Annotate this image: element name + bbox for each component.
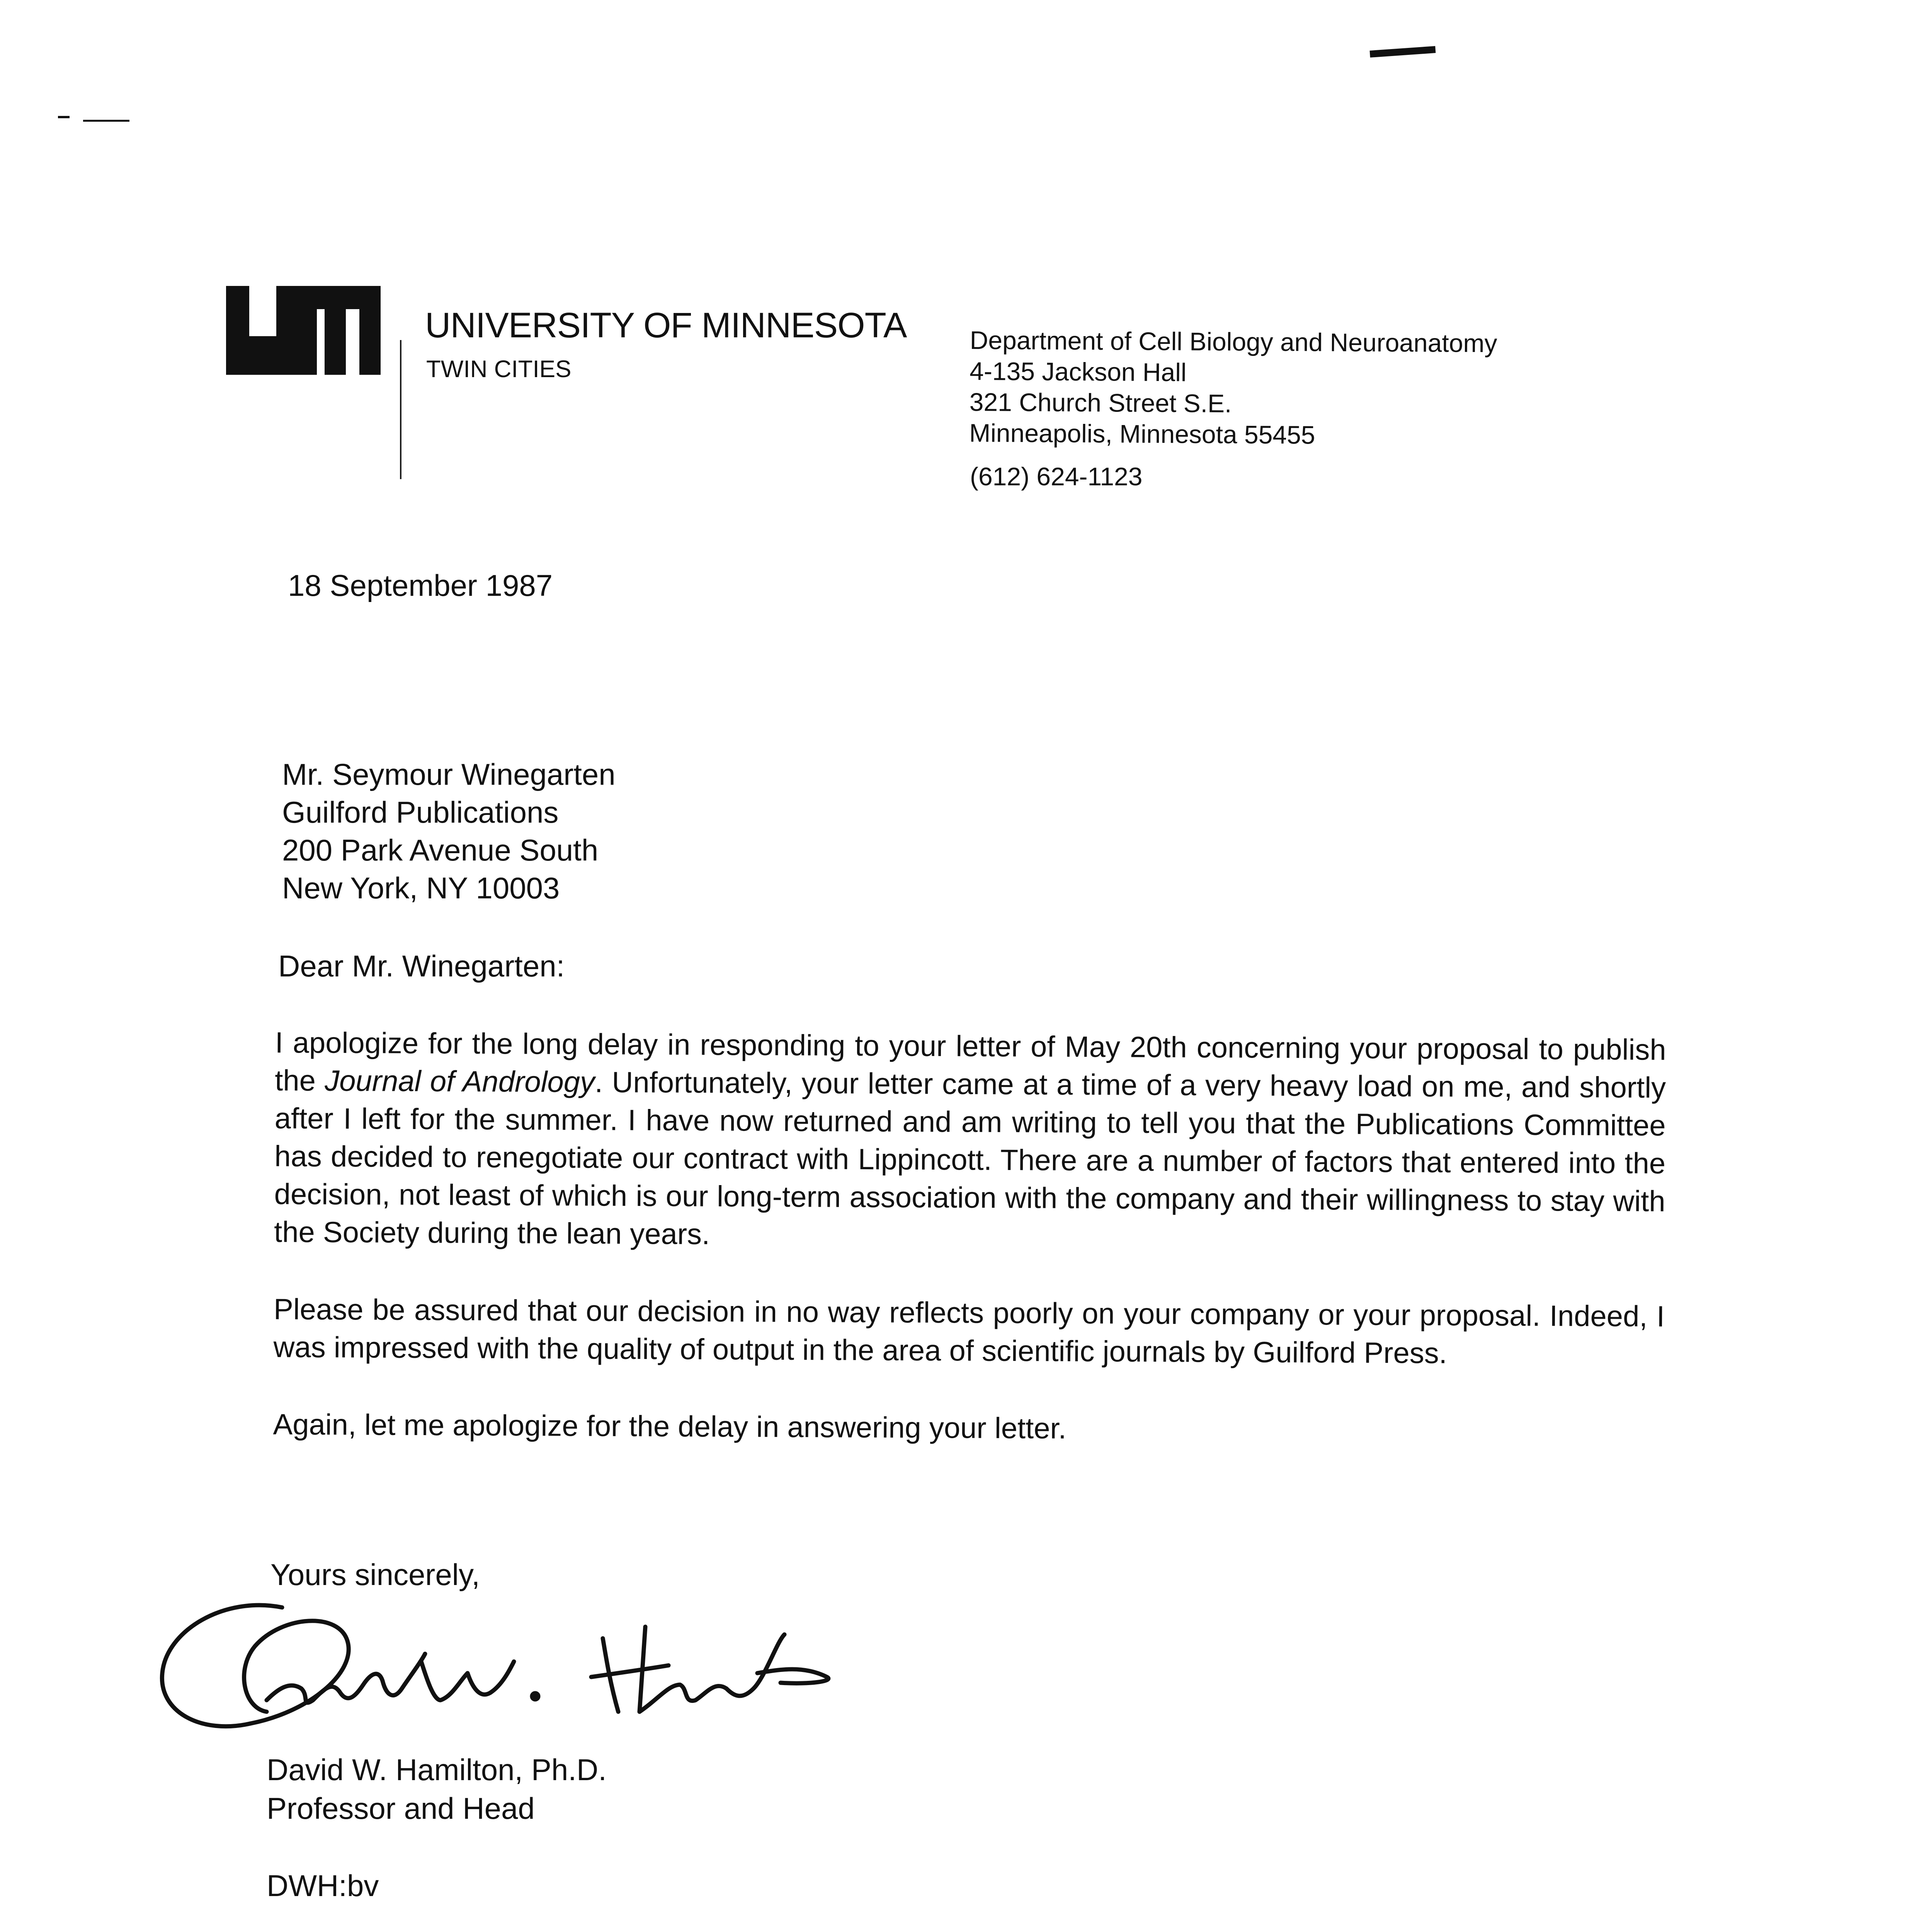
closing: Yours sincerely, [270,1558,480,1592]
scan-mark [1370,46,1436,58]
department-address [969,325,1497,451]
signer-title: Professor and Head [267,1791,535,1825]
paragraph-1 [274,1024,1666,1259]
signer-block [267,1750,607,1828]
salutation: Dear Mr. Winegarten: [278,949,565,983]
signer-name: David W. Hamilton, Ph.D. [267,1753,607,1787]
recipient-address [282,755,616,907]
signature-icon [155,1584,850,1754]
department-line: 321 Church Street S.E. [969,387,1232,418]
department-line: Minneapolis, Minnesota 55455 [969,418,1315,449]
recipient-line: 200 Park Avenue South [282,833,599,867]
recipient-line: Guilford Publications [282,795,559,829]
letter-date: 18 September 1987 [288,568,553,602]
department-line: Department of Cell Biology and Neuroanatomy [970,325,1497,358]
paragraph-3: Again, let me apologize for the delay in answering your letter. [273,1408,1067,1445]
university-name: UNIVERSITY OF MINNESOTA [425,306,907,345]
letter-body [273,1024,1666,1490]
recipient-line: Mr. Seymour Winegarten [282,757,616,791]
scan-mark [58,116,70,118]
letterhead-divider [400,340,401,479]
university-logo-icon [226,278,381,375]
journal-title: Journal of Andrology [325,1064,595,1099]
department-phone: (612) 624-1123 [970,462,1143,491]
paragraph-1-text-cont: . Unfortunately, your letter came at a time of a very heavy load on me, and shortly after I left for the summer. I have now returned and am writing to tell you that the Publications Committee has decided to renegotiate our contract with Lippincott. There are a number of factors that entered into the decision, not least of which is our long-term association with the company and their willingness to stay with the Society during the lean years. [274,1066,1666,1251]
recipient-line: New York, NY 10003 [282,871,560,905]
campus-name: TWIN CITIES [426,356,572,383]
paragraph-2: Please be assured that our decision in no way reflects poorly on your company or your proposal. Indeed, I was impressed with the quality of output in the area of scientific journals by Guilford Press. [273,1293,1665,1370]
reference-initials: DWH:bv [267,1869,379,1903]
department-line: 4-135 Jackson Hall [970,356,1187,387]
scan-mark [83,120,129,122]
paragraph-1-text: I apologize for the long delay in responding to your letter of May 20th concerning your proposal to publish the [275,1026,1666,1097]
